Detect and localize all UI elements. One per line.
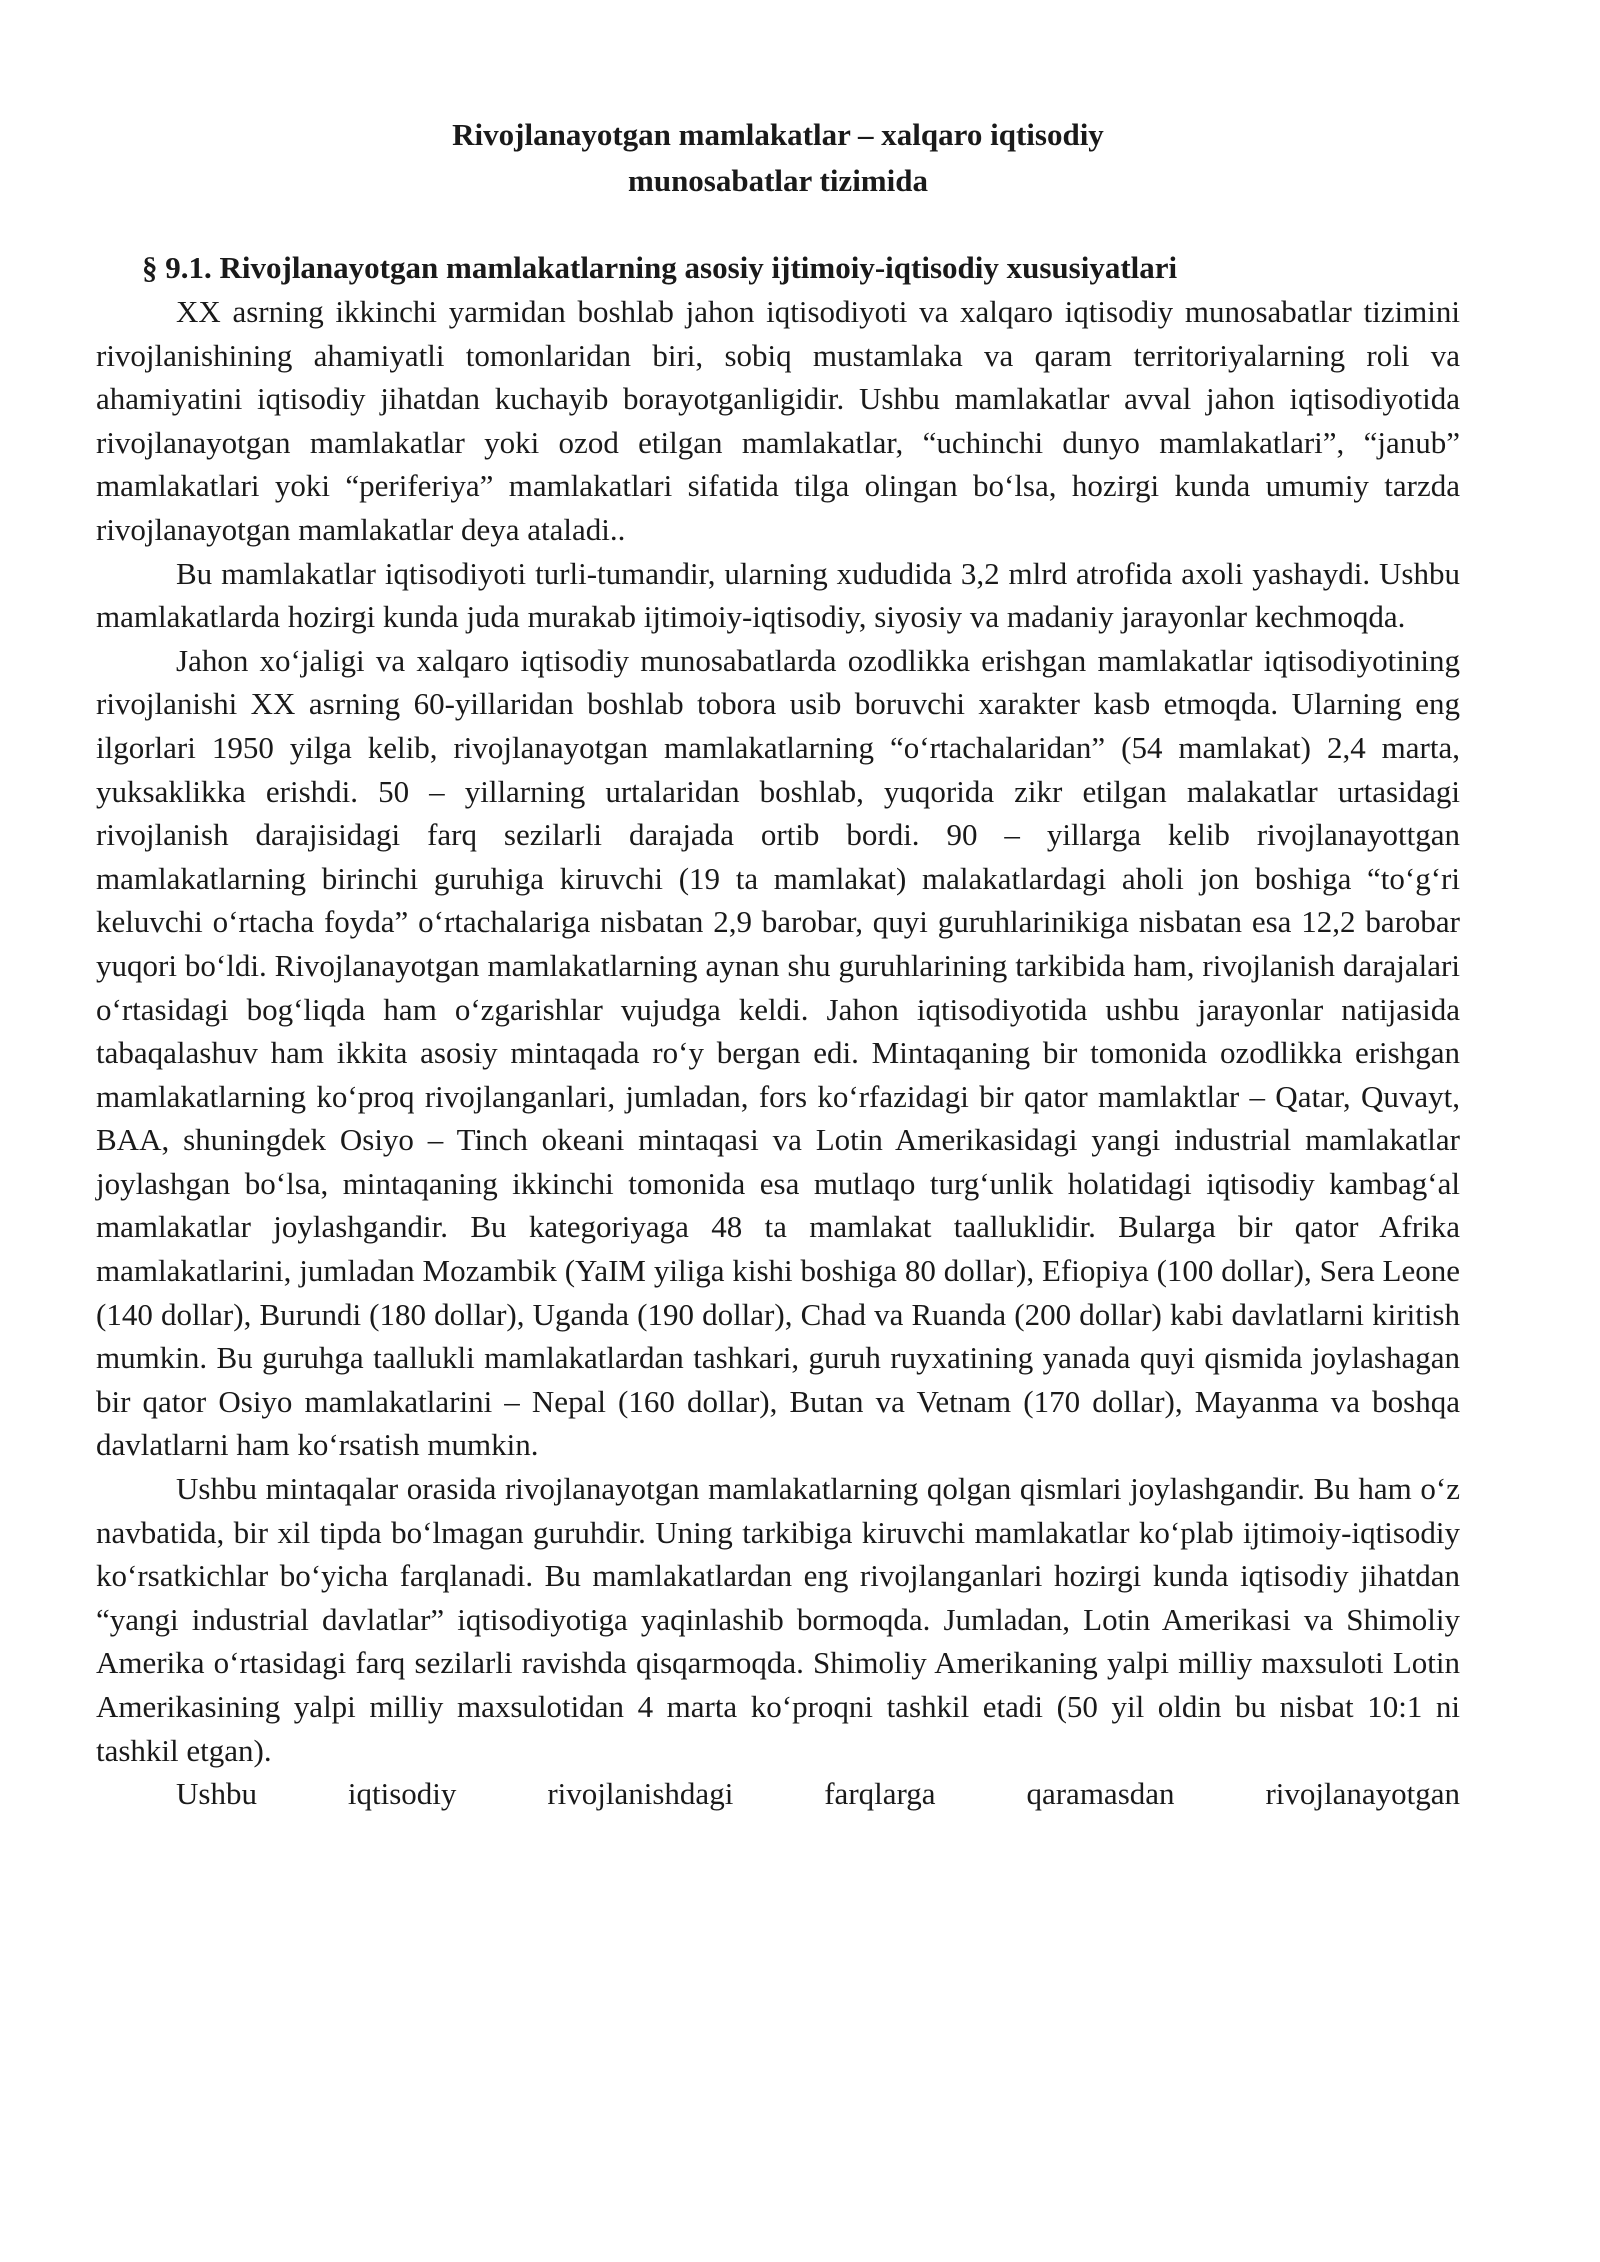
title-line-1: Rivojlanayotgan mamlakatlar – xalqaro iqtisodiy <box>452 117 1104 152</box>
title-line-2: munosabatlar tizimida <box>628 163 928 198</box>
paragraph-2: Bu mamlakatlar iqtisodiyoti turli-tumandir, ularning xududida 3,2 mlrd atrofida axoli yashaydi. Ushbu mamlakatlarda hozirgi kunda juda murakab ijtimoiy-iqtisodiy, siyosiy va madaniy jarayonlar kechmoqda. <box>96 555 1460 635</box>
paragraph-1: XX asrning ikkinchi yarmidan boshlab jahon iqtisodiyoti va xalqaro iqtisodiy munosabatlar tizimini rivojlanishining ahamiyatli tomonlaridan biri, sobiq mustamlaka va qaram territoriyalarning roli va ahamiyatini iqtisodiy jihatdan kuchayib borayotganligidir. Ushbu mamlakatlar avval jahon iqtisodiyotida rivojlanayotgan mamlakatlar yoki ozod etilgan mamlakatlar, “uchinchi dunyo mamlakatlari”, “janub” mamlakatlari yoki “periferiya” mamlakatlari sifatida tilga olingan boʻlsa, hozirgi kunda umumiy tarzda rivojlanayotgan mamlakatlar deya ataladi.. <box>96 294 1460 547</box>
section-heading: § 9.1. Rivojlanayotgan mamlakatlarning asosiy ijtimoiy-iqtisodiy xususiyatlari <box>142 250 1178 285</box>
paragraph-4: Ushbu mintaqalar orasida rivojlanayotgan mamlakatlarning qolgan qismlari joylashgandir. Bu ham oʻz navbatida, bir xil tipda boʻlmagan guruhdir. Uning tarkibiga kiruvchi mamlakatlar koʻplab ijtimoiy-iqtisodiy koʻrsatkichlar boʻyicha farqlanadi. Bu mamlakatlardan eng rivojlanganlari hozirgi kunda iqtisodiy jihatdan “yangi industrial davlatlar” iqtisodiyotiga yaqinlashib bormoqda. Jumladan, Lotin Amerikasi va Shimoliy Amerika oʻrtasidagi farq sezilarli ravishda qisqarmoqda. Shimoliy Amerikaning yalpi milliy maxsuloti Lotin Amerikasining yalpi milliy maxsulotidan 4 marta koʻproqni tashkil etadi (50 yil oldin bu nisbat 10:1 ni tashkil etgan). <box>96 1471 1460 1768</box>
paragraph-5: Ushbu iqtisodiy rivojlanishdagi farqlarga qaramasdan rivojlanayotgan <box>176 1776 1460 1812</box>
document-title <box>96 112 1460 204</box>
document-page <box>96 112 1460 1816</box>
paragraph-3: Jahon xoʻjaligi va xalqaro iqtisodiy munosabatlarda ozodlikka erishgan mamlakatlar iqtisodiyotining rivojlanishi XX asrning 60-yillaridan boshlab tobora usib boruvchi xarakter kasb etmoqda. Ularning eng ilgorlari 1950 yilga kelib, rivojlanayotgan mamlakatlarning “oʻrtachalaridan” (54 mamlakat) 2,4 marta, yuksaklikka erishdi. 50 – yillarning urtalaridan boshlab, yuqorida zikr etilgan malakatlar urtasidagi rivojlanish darajisidagi farq sezilarli darajada ortib bordi. 90 – yillarga kelib rivojlanayottgan mamlakatlarning birinchi guruhiga kiruvchi (19 ta mamlakat) malakatlardagi aholi jon boshiga “toʻgʻri keluvchi oʻrtacha foyda” oʻrtachalariga nisbatan 2,9 barobar, quyi guruhlarinikiga nisbatan esa 12,2 barobar yuqori boʻldi. Rivojlanayotgan mamlakatlarning aynan shu guruhlarining tarkibida ham, rivojlanish darajalari oʻrtasidagi bogʻliqda ham oʻzgarishlar vujudga keldi. Jahon iqtisodiyotida ushbu jarayonlar natijasida tabaqalashuv ham ikkita asosiy mintaqada roʻy bergan edi. Mintaqaning bir tomonida ozodlikka erishgan mamlakatlarning koʻproq rivojlanganlari, jumladan, fors koʻrfazidagi bir qator mamlaktlar – Qatar, Quvayt, BAA, shuningdek Osiyo – Tinch okeani mintaqasi va Lotin Amerikasidagi yangi industrial mamlakatlar joylashgan boʻlsa, mintaqaning ikkinchi tomonida esa mutlaqo turgʻunlik holatidagi iqtisodiy kambagʻal mamlakatlar joylashgandir. Bu kategoriyaga 48 ta mamlakat taalluklidir. Bularga bir qator Afrika mamlakatlarini, jumladan Mozambik (YaIM yiliga kishi boshiga 80 dollar), Efiopiya (100 dollar), Sera Leone (140 dollar), Burundi (180 dollar), Uganda (190 dollar), Chad va Ruanda (200 dollar) kabi davlatlarni kiritish mumkin. Bu guruhga taallukli mamlakatlardan tashkari, guruh ruyxatining yanada quyi qismida joylashagan bir qator Osiyo mamlakatlarini – Nepal (160 dollar), Butan va Vetnam (170 dollar), Mayanma va boshqa davlatlarni ham koʻrsatish mumkin. <box>96 642 1460 1463</box>
